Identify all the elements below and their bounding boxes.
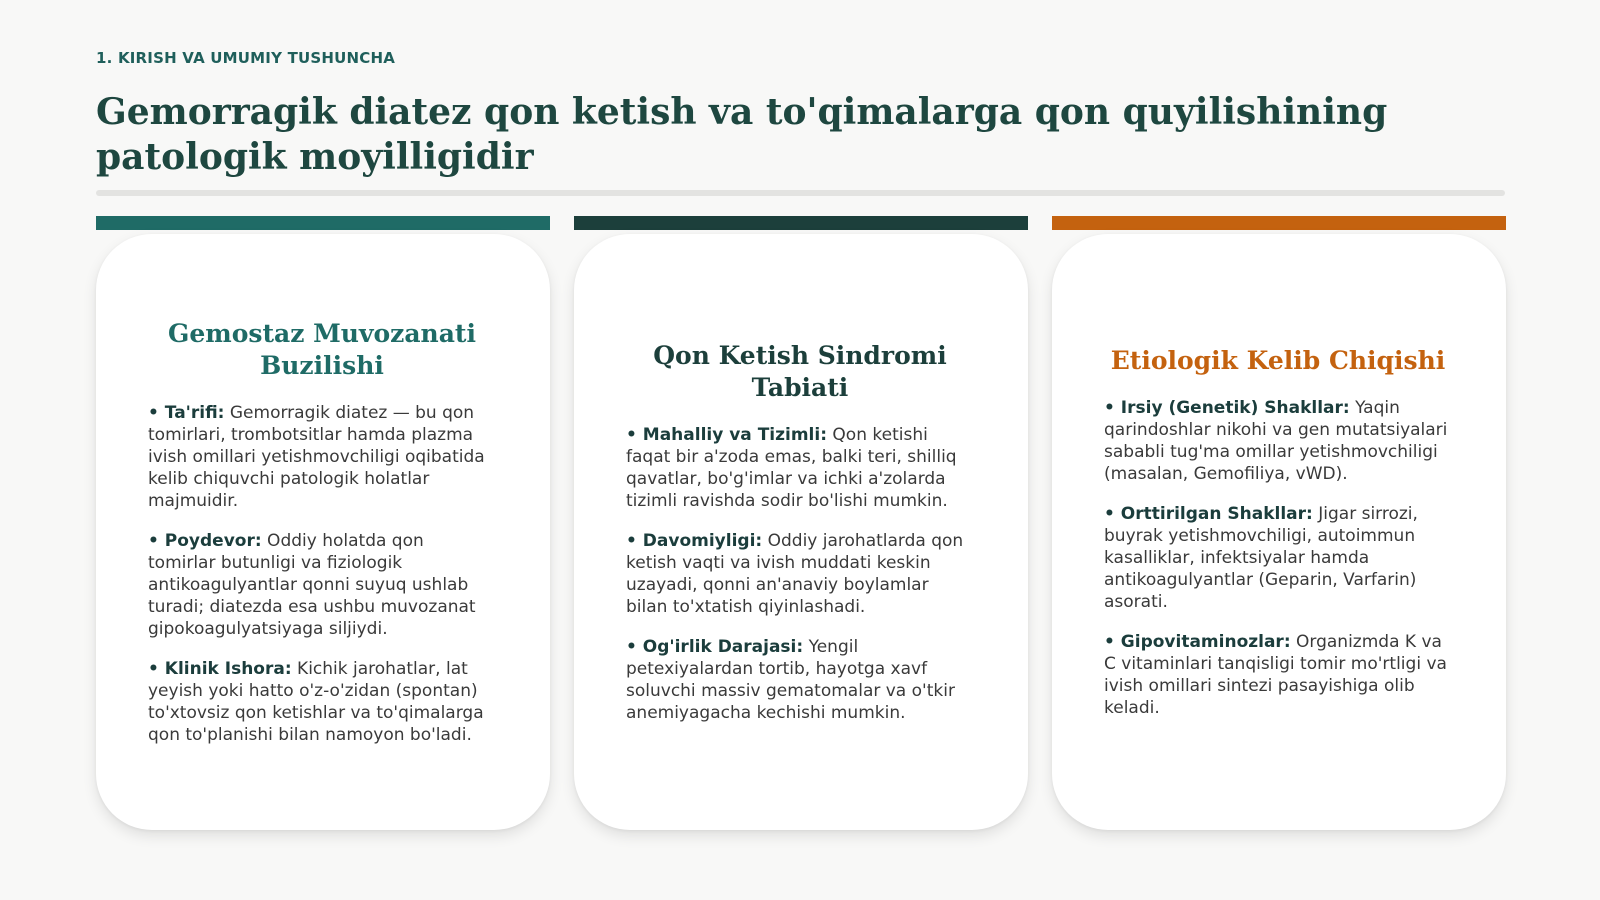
bullet-label: • Klinik Ishora: [148,659,292,679]
bullet-text: Jigar sirrozi, buyrak yetishmovchiligi, autoimmun kasalliklar, infektsiyalar hamda antikoagulyantlar (Geparin, Varfarin) asorati. [1104,504,1418,612]
card-bullet [148,402,496,512]
section-label: 1. KIRISH VA UMUMIY TUSHUNCHA [96,49,396,67]
bullet-text: Kichik jarohatlar, lat yeyish yoki hatto o'z-o'zidan (spontan) to'xtovsiz qon ketishlar va to'qimalarga qon to'planishi bilan namoyon bo'ladi. [148,659,484,745]
bullet-text: Yaqin qarindoshlar nikohi va gen mutatsiyalari sababli tug'ma omillar yetishmovchiligi (masalan, Gemofiliya, vWD). [1104,398,1448,484]
card-accent-bar [1052,216,1506,230]
card-bullet [626,530,974,618]
card-bleeding-syndrome [574,216,1028,830]
page-title: Gemorragik diatez qon ketish va to'qimalarga qon quyilishining patologik moyilligidir [96,91,1388,178]
card-body [574,234,1028,830]
card-bullet [626,424,974,512]
bullet-text: Organizmda K va C vitaminlari tanqisligi tomir mo'rtligi va ivish omillari sintezi pasayishiga olib keladi. [1104,632,1447,718]
card-bullet [1104,397,1452,485]
bullet-label: • Orttirilgan Shakllar: [1104,504,1313,524]
card-bullet [148,658,496,746]
bullet-label: • Og'irlik Darajasi: [626,637,804,657]
card-etiology [1052,216,1506,830]
card-bullet [148,530,496,640]
card-title: Gemostaz Muvozanati Buzilishi [168,319,476,380]
bullet-text: Oddiy jarohatlarda qon ketish vaqti va ivish muddati keskin uzayadi, qonni an'anaviy boylamlar bilan to'xtatish qiyinlashadi. [626,531,964,617]
bullet-text: Gemorragik diatez — bu qon tomirlari, trombotsitlar hamda plazma ivish omillari yetishmovchiligi oqibatida kelib chiquvchi patologik holatlar majmuidir. [148,403,485,511]
card-title: Etiologik Kelib Chiqishi [1110,346,1446,375]
bullet-label: • Gipovitaminozlar: [1104,632,1291,652]
bullet-label: • Mahalliy va Tizimli: [626,425,828,445]
bullet-text: Oddiy holatda qon tomirlar butunligi va fiziologik antikoagulyantlar qonni suyuq ushlab turadi; diatezda esa ushbu muvozanat gipokoagulyatsiyaga siljiydi. [148,531,476,639]
card-accent-bar [574,216,1028,230]
bullet-text: Qon ketishi faqat bir a'zoda emas, balki teri, shilliq qavatlar, bo'g'imlar va ichki a'zolarda tizimli ravishda sodir bo'lishi mumkin. [626,425,957,511]
bullet-label: • Ta'rifi: [148,403,225,423]
card-accent-bar [96,216,550,230]
card-body [96,234,550,830]
card-title: Qon Ketish Sindromi Tabiati [653,341,947,402]
bullet-label: • Irsiy (Genetik) Shakllar: [1104,398,1350,418]
bullet-label: • Davomiyligi: [626,531,763,551]
card-bullet [1104,503,1452,613]
card-bullet [1104,631,1452,719]
bullet-label: • Poydevor: [148,531,262,551]
card-body [1052,234,1506,830]
card-hemostasis [96,216,550,830]
bullet-text: Yengil petexiyalardan tortib, hayotga xavf soluvchi massiv gematomalar va o'tkir anemiyagacha kechishi mumkin. [626,637,955,723]
card-bullet [626,636,974,724]
title-divider [96,190,1505,196]
